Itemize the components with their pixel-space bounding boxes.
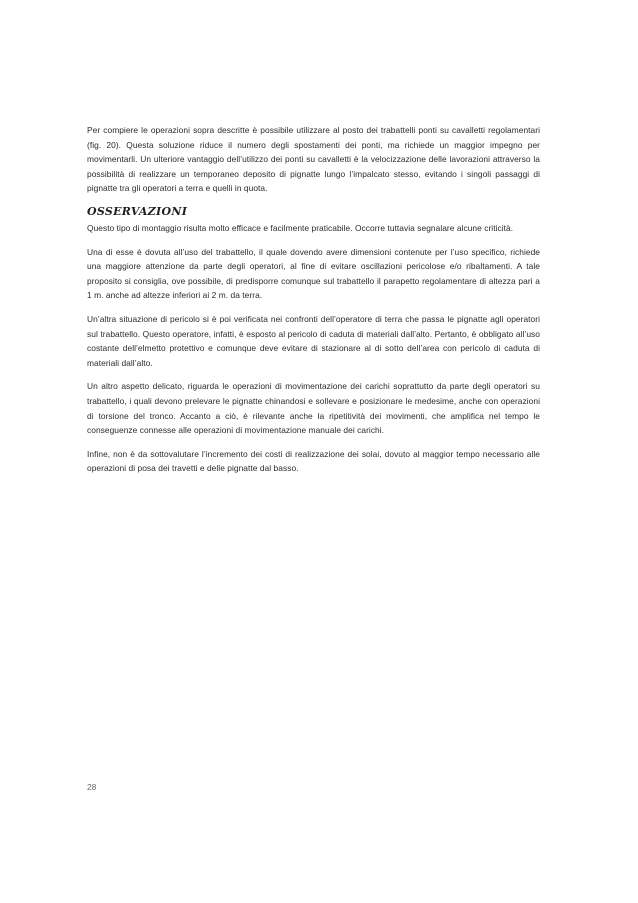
- page-number: 28: [87, 782, 97, 792]
- paragraph-observation-5: Infine, non è da sottovalutare l’incremento dei costi di realizzazione dei solai, dovuto al maggior tempo necessario alle operazioni di posa dei travetti e delle pignatte dal basso.: [87, 448, 540, 474]
- intro-paragraph: Per compiere le operazioni sopra descritte è possibile utilizzare al posto dei trabattelli ponti su cavalletti regolamentari (fig. 20). Questa soluzione riduce il numero degli spostamenti dei ponti, ma richiede un maggior impegno per movimentarli. Un ulteriore vantaggio dell’utilizzo dei ponti su cavalletti è la velocizzazione delle lavorazioni attraverso la possibilità di realizzare un temporaneo deposito di pignatte lungo l’impalcato stesso, evitando i singoli passaggi di pignatte tra gli operatori a terra e quelli in quota.: [87, 125, 540, 194]
- paragraph-observation-1: Questo tipo di montaggio risulta molto efficace e facilmente praticabile. Occorre tuttavia segnalare alcune criticità.: [87, 222, 514, 233]
- paragraph-observation-2: Una di esse è dovuta all’uso del trabattello, il quale dovendo avere dimensioni contenute per l’uso specifico, richiede una maggiore attenzione da parte degli operatori, al fine di evitare oscillazioni pericolose e/o ribaltamenti. A tale proposito si consiglia, ove possibile, di predisporre comunque sul trabattello il parapetto regolamentare di altezza pari a 1 m. anche ad altezze inferiori ai 2 m. da terra.: [87, 246, 540, 301]
- page-body: [87, 123, 540, 476]
- paragraph-observation-4: Un altro aspetto delicato, riguarda le operazioni di movimentazione dei carichi soprattutto da parte degli operatori su trabattello, i quali devono prelevare le pignatte chinandosi e sollevare e posizionare le medesime, anche con operazioni di torsione del tronco. Accanto a ciò, è rilevante anche la ripetitività dei movimenti, che amplifica nel tempo le conseguenze connesse alle operazioni di movimentazione manuale dei carichi.: [87, 381, 540, 436]
- paragraph-observation-3: Un’altra situazione di pericolo si è poi verificata nei confronti dell’operatore di terra che passa le pignatte agli operatori sul trabattello. Questo operatore, infatti, è esposto al pericolo di caduta di materiali dall’alto. Pertanto, è obbligato all’uso costante dell’elmetto protettivo e comunque deve evitare di stazionare al di sotto dell’area con pericolo di caduta di materiali dall’alto.: [87, 313, 540, 368]
- section-heading-osservazioni: OSSERVAZIONI: [87, 204, 188, 218]
